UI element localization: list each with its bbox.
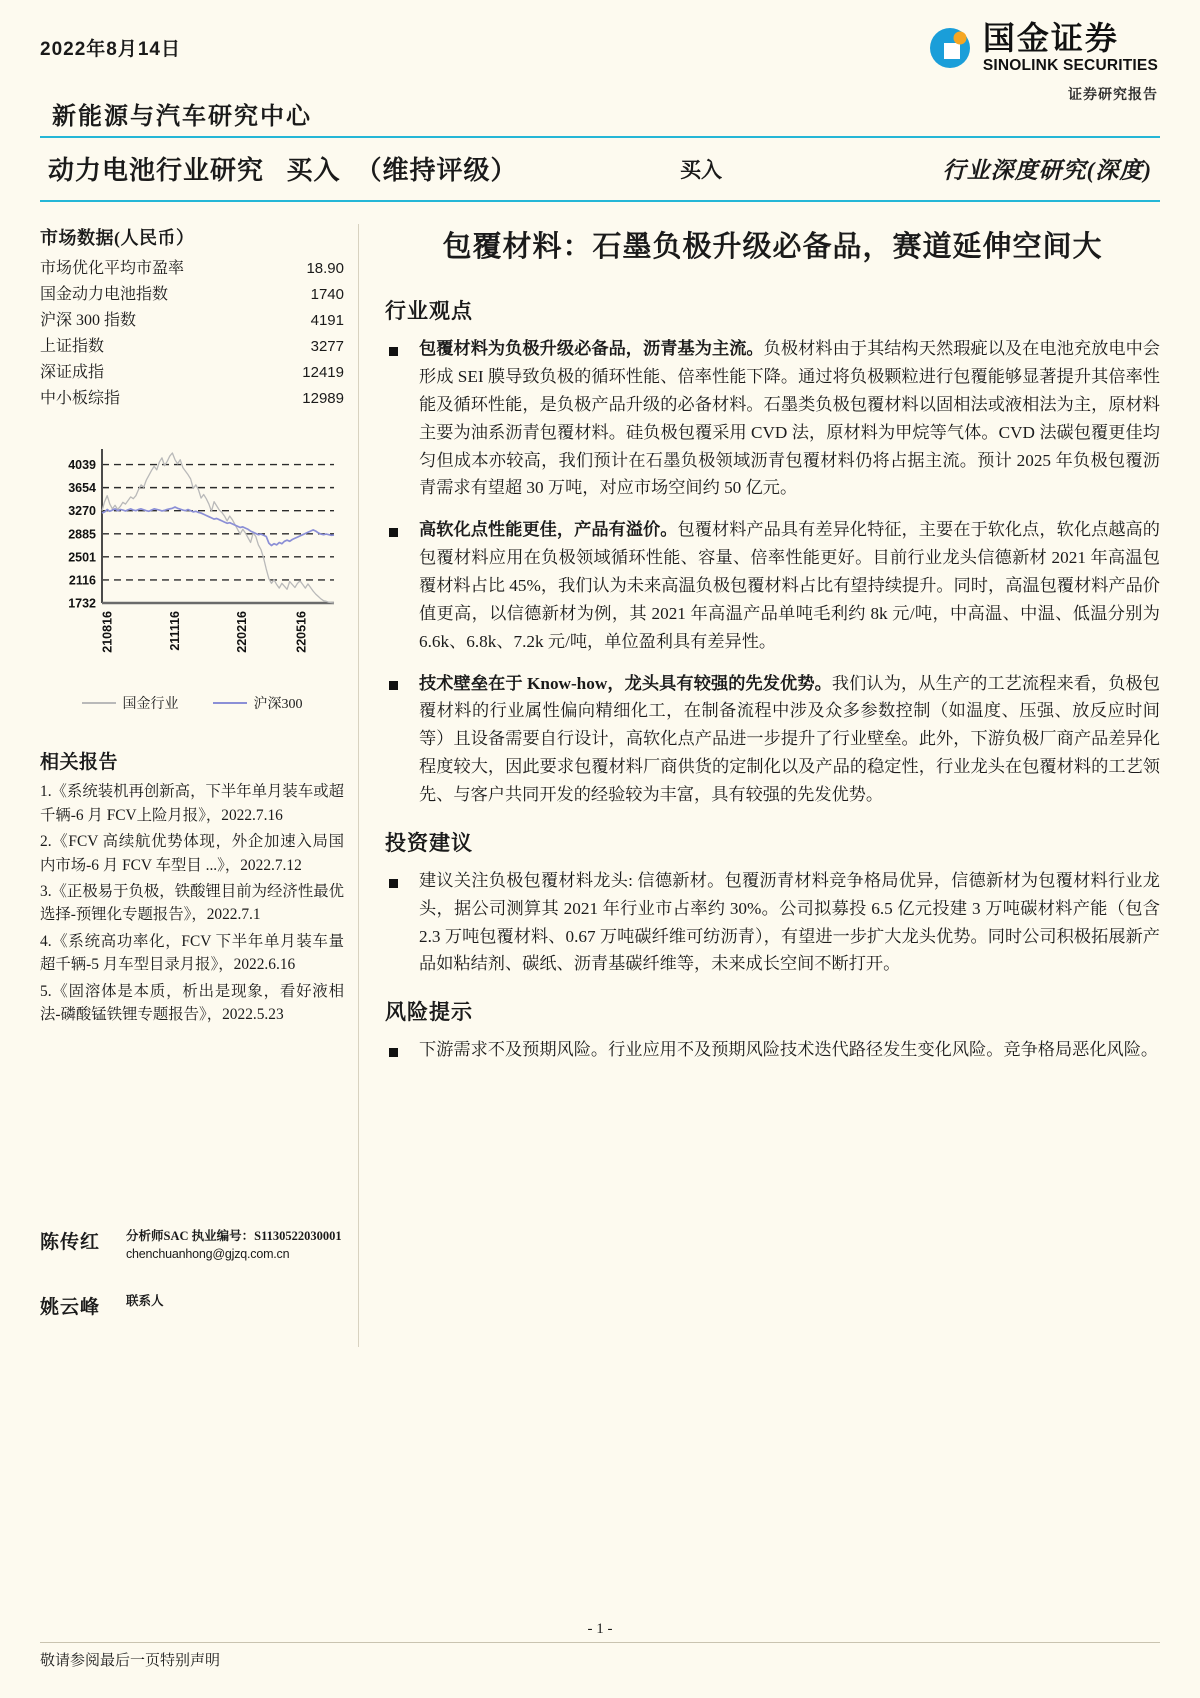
svg-text:2885: 2885 bbox=[68, 527, 96, 542]
svg-text:3270: 3270 bbox=[68, 504, 96, 519]
table-row bbox=[40, 256, 344, 282]
page-footer bbox=[40, 1621, 1160, 1670]
analyst-email[interactable]: chenchuanhong@gjzq.com.cn bbox=[126, 1247, 290, 1262]
research-center-name: 新能源与汽车研究中心 bbox=[52, 104, 312, 130]
bullet-text bbox=[419, 335, 1160, 502]
bullet-item bbox=[385, 335, 1160, 502]
bullet-body: 负极材料由于其结构天然瑕疵以及在电池充放电中会形成 SEI 膜导致负极的循环性能、倍率性能下降。通过将负极颗粒进行包覆能够显著提升其倍率性能及循环性能，是负极产品升级的必备材料。石墨类负极包覆材料以固相法或液相法为主，原材料主要为油系沥青包覆材料。硅负极包覆采用 CVD 法，原材料为甲烷等气体。CVD 法碳包覆更佳均匀但成本亦较高，我们预计在石墨负极领域沥青包覆材料仍将占据主流。预计 2025 年负极包覆沥青需求有望超 30 万吨，对应市场空间约 50 亿元。 bbox=[419, 339, 1160, 498]
related-reports-title: 相关报告 bbox=[40, 752, 119, 774]
md-label: 上证指数 bbox=[40, 337, 105, 355]
bullet-item bbox=[385, 867, 1160, 978]
md-value: 4191 bbox=[310, 311, 344, 329]
table-row bbox=[40, 386, 344, 412]
legend-swatch bbox=[213, 702, 247, 704]
bullet-lead: 高软化点性能更佳，产品有溢价。 bbox=[419, 520, 678, 540]
main-content bbox=[373, 224, 1160, 1347]
column-divider bbox=[358, 224, 359, 1347]
list-item[interactable]: 2.《FCV 高续航优势体现，外企加速入局国内市场-6 月 FCV 车型目 ...》，2022.7.12 bbox=[40, 833, 344, 874]
brand-logo bbox=[927, 22, 1158, 104]
analyst-entry bbox=[40, 1227, 344, 1265]
rating-inline: 买入 bbox=[286, 156, 341, 185]
legend-item bbox=[82, 693, 179, 713]
bullet-text bbox=[419, 516, 1160, 655]
svg-text:2501: 2501 bbox=[68, 550, 96, 565]
page-number: - 1 - bbox=[587, 1621, 613, 1637]
md-label: 沪深 300 指数 bbox=[40, 311, 137, 329]
md-label: 深证成指 bbox=[40, 363, 105, 381]
related-reports-list bbox=[40, 780, 344, 1026]
bullet-square-icon bbox=[385, 867, 419, 978]
page-body bbox=[40, 224, 1160, 1347]
industry-name: 动力电池行业研究 bbox=[48, 156, 265, 185]
industry-band bbox=[40, 136, 1160, 202]
table-row bbox=[40, 308, 344, 334]
analyst-name: 姚云峰 bbox=[40, 1297, 101, 1318]
page-title: 包覆材料：石墨负极升级必备品，赛道延伸空间大 bbox=[442, 231, 1103, 263]
table-row bbox=[40, 282, 344, 308]
legend-label: 沪深300 bbox=[253, 697, 303, 713]
svg-text:211116: 211116 bbox=[167, 611, 182, 652]
section-heading-investment-advice: 投资建议 bbox=[385, 830, 473, 855]
legend-item bbox=[213, 693, 303, 713]
report-category-label: 证券研究报告 bbox=[1068, 87, 1158, 103]
svg-text:210816: 210816 bbox=[100, 611, 115, 654]
bullet-text bbox=[419, 1036, 1160, 1066]
analyst-name: 陈传红 bbox=[40, 1231, 101, 1253]
md-value: 3277 bbox=[310, 337, 344, 355]
bullet-lead: 包覆材料为负极升级必备品，沥青基为主流。 bbox=[419, 339, 764, 359]
list-item[interactable]: 4.《系统高功率化，FCV 下半年单月装车量超千辆-5 月车型目录月报》，2022.6.16 bbox=[40, 932, 344, 974]
rating-badge: 买入 bbox=[680, 158, 722, 182]
bullet-text bbox=[419, 867, 1160, 978]
md-value: 1740 bbox=[310, 285, 344, 303]
rating-note: （维持评级） bbox=[355, 156, 518, 185]
bullet-lead: 技术壁垒在于 Know-how，龙头具有较强的先发优势。 bbox=[419, 673, 832, 693]
md-label: 市场优化平均市盈率 bbox=[40, 260, 185, 277]
page-header bbox=[40, 0, 1160, 132]
left-sidebar bbox=[40, 224, 358, 1347]
bullet-square-icon bbox=[385, 335, 419, 502]
table-row bbox=[40, 360, 344, 386]
md-value: 18.90 bbox=[306, 260, 344, 277]
bullet-body: 下游需求不及预期风险。行业应用不及预期风险技术迭代路径发生变化风险。竞争格局恶化风险。 bbox=[419, 1040, 1159, 1060]
bullet-square-icon bbox=[385, 670, 419, 809]
brand-name-cn: 国金证券 bbox=[982, 20, 1119, 56]
brand-name-en: SINOLINK SECURITIES bbox=[982, 57, 1158, 74]
bullet-item bbox=[385, 516, 1160, 655]
section-heading-risk-warning: 风险提示 bbox=[385, 1000, 473, 1025]
bullet-square-icon bbox=[385, 1036, 419, 1066]
md-value: 12419 bbox=[302, 363, 344, 381]
bullet-body: 建议关注负极包覆材料龙头: 信德新材。包覆沥青材料竞争格局优异，信德新材为包覆材料行业龙头，据公司测算其 2021 年行业市占率约 30%。公司拟募投 6.5 亿元投建 3 万吨碳材料产能（包含 2.3 万吨包覆材料、0.67 万吨碳纤维可纺沥青），有望进一步扩大龙头优势。同时公司积极拓展新产品如粘结剂、碳纸、沥青基碳纤维等，未来成长空间不断打开。 bbox=[419, 870, 1160, 974]
analyst-entry bbox=[40, 1292, 344, 1319]
chart-legend bbox=[40, 693, 344, 713]
list-item[interactable]: 1.《系统装机再创新高，下半年单月装车或超千辆-6 月 FCV上险月报》，2022.7.16 bbox=[40, 783, 344, 824]
svg-text:2116: 2116 bbox=[68, 573, 96, 588]
bullet-square-icon bbox=[385, 516, 419, 655]
analyst-license: 分析师SAC 执业编号：S1130522030001 bbox=[126, 1228, 342, 1243]
sinolink-logo-icon bbox=[927, 25, 973, 71]
analyst-meta bbox=[126, 1292, 164, 1311]
bullet-item bbox=[385, 670, 1160, 809]
bullet-text bbox=[419, 670, 1160, 809]
svg-text:3654: 3654 bbox=[68, 481, 96, 496]
svg-text:4039: 4039 bbox=[68, 458, 96, 473]
report-date: 2022年8月14日 bbox=[40, 39, 181, 60]
market-data-title: 市场数据(人民币） bbox=[40, 228, 195, 248]
svg-text:220516: 220516 bbox=[294, 611, 309, 654]
legend-label: 国金行业 bbox=[122, 697, 179, 713]
analyst-role: 联系人 bbox=[126, 1294, 164, 1308]
analyst-meta bbox=[126, 1227, 342, 1265]
list-item[interactable]: 5.《固溶体是本质，析出是现象，看好液相法-磷酸锰铁锂专题报告》，2022.5.23 bbox=[40, 982, 344, 1024]
table-row bbox=[40, 334, 344, 360]
analyst-block bbox=[40, 1227, 344, 1320]
bullet-body: 我们认为，从生产的工艺流程来看，负极包覆材料的行业属性偏向精细化工，在制备流程中涉及众多参数控制（如温度、压强、放反应时间等）且设备需要自行设计，高软化点产品进一步提升了行业壁垒。此外，下游负极厂商产品差异化程度较大，因此要求包覆材料厂商供货的定制化以及产品的稳定性，行业龙头在包覆材料的工艺领先、与客户共同开发的经验较为丰富，具有较强的先发优势。 bbox=[419, 673, 1160, 805]
bullet-item bbox=[385, 1036, 1160, 1066]
md-label: 国金动力电池指数 bbox=[40, 285, 169, 303]
bullet-body: 包覆材料产品具有差异化特征，主要在于软化点，软化点越高的包覆材料应用在负极领域循环性能、容量、倍率性能更好。目前行业龙头信德新材 2021 年高温包覆材料占比 45%，我们认为未来高温负极包覆材料占比有望持续提升。同时，高温包覆材料产品价值更高，以信德新材为例，其 2021 年高温产品单吨毛利约 8k 元/吨，中高温、中温、低温分别为 6.6k、6.8k、7.2k 元/吨，单位盈利具有差异性。 bbox=[419, 520, 1160, 651]
list-item[interactable]: 3.《正极易于负极，铁酸锂目前为经济性最优选择-预锂化专题报告》，2022.7.1 bbox=[40, 883, 344, 924]
legend-swatch bbox=[82, 702, 116, 704]
market-data-table bbox=[40, 256, 344, 411]
section-heading-industry-view: 行业观点 bbox=[385, 299, 473, 324]
md-label: 中小板综指 bbox=[40, 389, 121, 407]
svg-text:220216: 220216 bbox=[235, 611, 250, 654]
index-performance-chart bbox=[40, 441, 340, 689]
svg-text:1732: 1732 bbox=[68, 596, 96, 611]
md-value: 12989 bbox=[302, 389, 344, 407]
report-type: 行业深度研究(深度) bbox=[942, 158, 1152, 183]
industry-title bbox=[48, 150, 518, 187]
footer-disclaimer: 敬请参阅最后一页特别声明 bbox=[40, 1642, 1160, 1670]
